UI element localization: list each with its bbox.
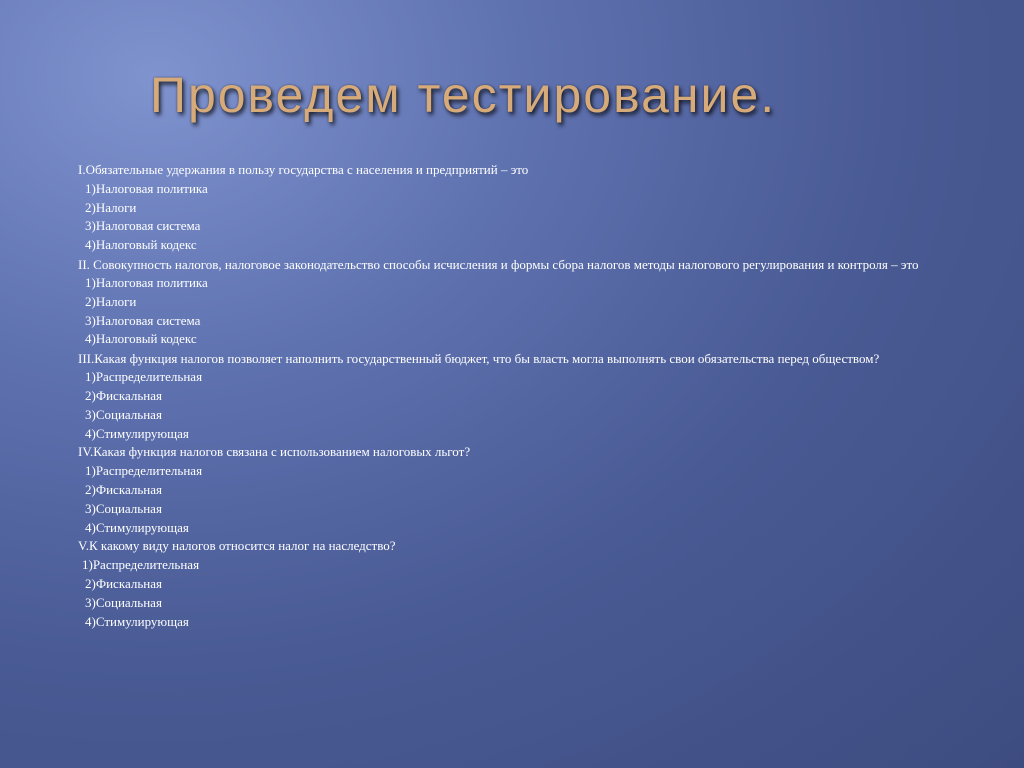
- question-1-option-4: 4)Налоговый кодекс: [85, 237, 197, 253]
- question-2-option-4: 4)Налоговый кодекс: [85, 331, 197, 347]
- question-1-option-1: 1)Налоговая политика: [85, 180, 208, 196]
- question-2: II. Совокупность налогов, налоговое законодательство способы исчисления и формы сбора налогов методы налогового регулирования и контроля – это: [78, 256, 919, 272]
- question-4: IV.Какая функция налогов связана с использованием налоговых льгот?: [78, 444, 471, 460]
- question-1-option-2: 2)Налоги: [85, 199, 137, 215]
- question-2-option-3: 3)Налоговая система: [85, 312, 201, 328]
- question-3-option-4: 4)Стимулирующая: [85, 425, 189, 441]
- question-3: III.Какая функция налогов позволяет наполнить государственный бюджет, что бы власть могла выполнять свои обязательства перед обществом?: [78, 351, 880, 367]
- question-3-option-2: 2)Фискальная: [85, 387, 162, 403]
- question-3-option-1: 1)Распределительная: [85, 369, 203, 385]
- question-5-option-3: 3)Социальная: [85, 594, 162, 610]
- question-1-option-3: 3)Налоговая система: [85, 218, 201, 234]
- question-2-option-2: 2)Налоги: [85, 293, 137, 309]
- test-content: [78, 161, 938, 631]
- question-5-option-2: 2)Фискальная: [85, 575, 162, 591]
- question-4-option-3: 3)Социальная: [85, 500, 162, 516]
- question-5-option-4: 4)Стимулирующая: [85, 613, 189, 629]
- question-4-option-2: 2)Фискальная: [85, 481, 162, 497]
- question-2-option-1: 1)Налоговая политика: [85, 274, 208, 290]
- question-5-option-1: 1)Распределительная: [82, 557, 200, 573]
- question-5: V.К какому виду налогов относится налог на наследство?: [78, 538, 396, 554]
- question-3-option-3: 3)Социальная: [85, 406, 162, 422]
- question-4-option-1: 1)Распределительная: [85, 463, 203, 479]
- slide-title: Проведем тестирование.: [150, 67, 777, 123]
- question-1: I.Обязательные удержания в пользу государства с населения и предприятий – это: [78, 162, 529, 177]
- question-4-option-4: 4)Стимулирующая: [85, 519, 189, 535]
